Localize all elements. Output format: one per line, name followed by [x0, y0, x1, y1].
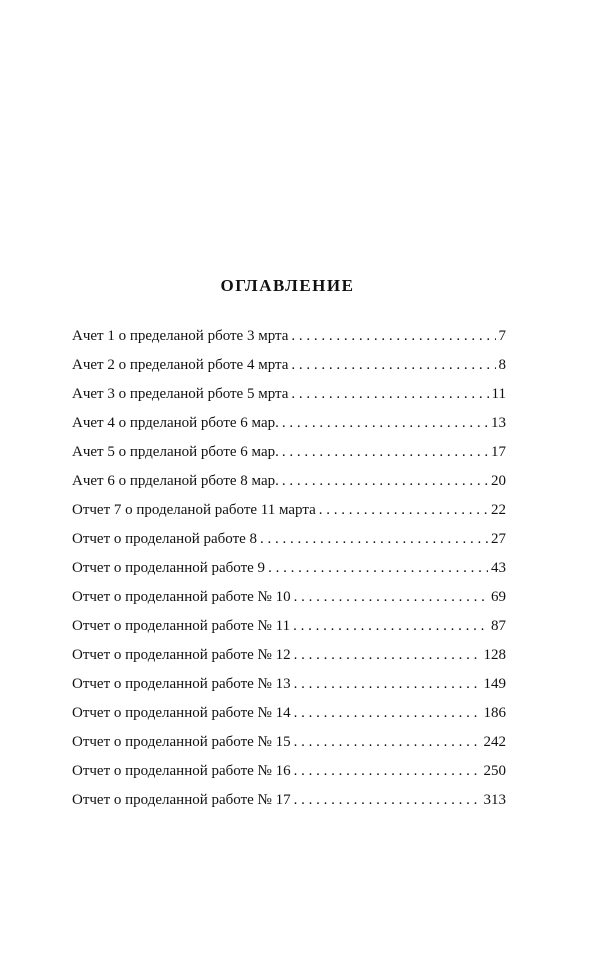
toc-dot-leader [291, 326, 495, 346]
toc-entry [72, 471, 506, 500]
toc-dot-leader [319, 500, 488, 520]
toc-entry-title: Отчет о проделаной работе 8 [72, 531, 258, 547]
toc-entry [72, 703, 506, 732]
toc-page-number: 11 [491, 386, 506, 402]
toc-dot-leader [260, 529, 488, 549]
toc-entry [72, 616, 506, 645]
toc-entry-title: Ачет 6 о прделаной рботе 8 мар. [72, 473, 279, 489]
toc-entry [72, 732, 506, 761]
toc-entry-title: Отчет о проделанной работе № 15 [72, 734, 291, 750]
toc-dot-leader [294, 790, 481, 810]
toc-page-number: 7 [498, 328, 506, 344]
toc-page-number: 20 [491, 473, 506, 489]
toc-entry-title: Отчет о проделанной работе 9 [72, 560, 266, 576]
toc-page-number: 17 [491, 444, 506, 460]
toc-page-number: 128 [483, 647, 506, 663]
toc-page-number: 242 [483, 734, 506, 750]
toc-page-number: 27 [491, 531, 506, 547]
toc-entry [72, 442, 506, 471]
toc-dot-leader [293, 616, 488, 636]
toc-entry [72, 529, 506, 558]
toc-dot-leader [291, 384, 488, 404]
toc-page-number: 22 [491, 502, 506, 518]
toc-dot-leader [294, 674, 481, 694]
toc-dot-leader [282, 413, 488, 433]
toc-page-number: 43 [491, 560, 506, 576]
toc-entry-title: Отчет о проделанной работе № 10 [72, 589, 291, 605]
toc-dot-leader [282, 442, 488, 462]
toc-dot-leader [294, 645, 481, 665]
toc-page-number: 13 [491, 415, 506, 431]
toc-entry [72, 645, 506, 674]
toc-entry-title: Ачет 3 о пределаной рботе 5 мрта [72, 386, 289, 402]
toc-entry [72, 384, 506, 413]
toc-entry [72, 355, 506, 384]
toc-entry [72, 674, 506, 703]
toc-page-number: 87 [491, 618, 506, 634]
toc-page-number: 186 [483, 705, 506, 721]
toc-entry [72, 500, 506, 529]
toc-entry [72, 790, 506, 819]
toc-entry-title: Отчет о проделанной работе № 14 [72, 705, 291, 721]
toc-entry [72, 413, 506, 442]
toc-list [72, 326, 506, 819]
toc-entry-title: Отчет 7 о проделаной работе 11 марта [72, 502, 316, 518]
toc-page-number: 250 [483, 763, 506, 779]
toc-page-number: 8 [498, 357, 506, 373]
toc-dot-leader [294, 703, 481, 723]
toc-entry-title: Отчет о проделанной работе № 13 [72, 676, 291, 692]
toc-entry-title: Ачет 4 о прделаной рботе 6 мар. [72, 415, 279, 431]
toc-entry-title: Отчет о проделанной работе № 16 [72, 763, 291, 779]
toc-page-number: 69 [491, 589, 506, 605]
toc-dot-leader [294, 732, 481, 752]
toc-heading: ОГЛАВЛЕНИЕ [220, 276, 355, 295]
toc-entry [72, 326, 506, 355]
toc-dot-leader [291, 355, 495, 375]
toc-entry-title: Отчет о проделанной работе № 12 [72, 647, 291, 663]
toc-entry-title: Ачет 5 о прделаной рботе 6 мар. [72, 444, 279, 460]
toc-page-number: 313 [483, 792, 506, 808]
toc-dot-leader [294, 761, 481, 781]
toc-entry-title: Ачет 1 о пределаной рботе 3 мрта [72, 328, 289, 344]
toc-entry-title: Отчет о проделанной работе № 17 [72, 792, 291, 808]
toc-entry [72, 761, 506, 790]
toc-dot-leader [294, 587, 488, 607]
toc-entry-title: Отчет о проделанной работе № 11 [72, 618, 291, 634]
toc-page-number: 149 [483, 676, 506, 692]
toc-entry-title: Ачет 2 о пределаной рботе 4 мрта [72, 357, 289, 373]
toc-entry [72, 558, 506, 587]
toc-dot-leader [282, 471, 488, 491]
toc-dot-leader [268, 558, 488, 578]
toc-entry [72, 587, 506, 616]
